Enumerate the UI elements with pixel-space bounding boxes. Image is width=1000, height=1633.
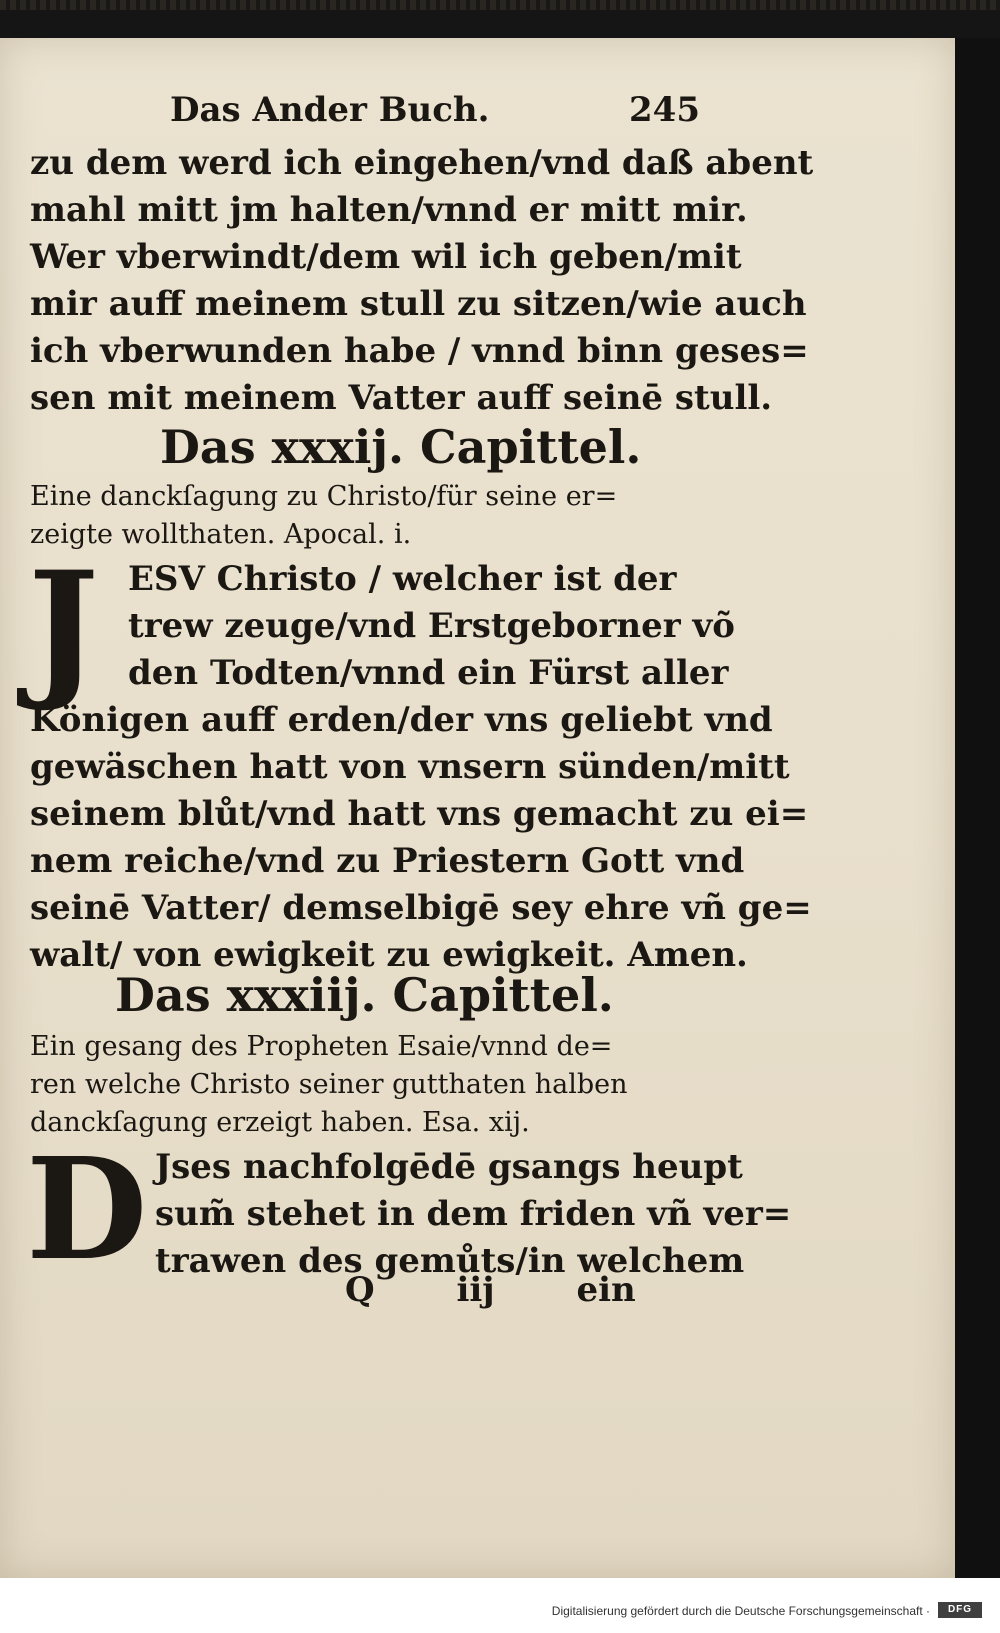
running-title: Das Ander Buch. [170,90,490,130]
text-block-3 [30,1144,792,1285]
text-line: trew zeuge/vnd Erstgeborner võ [128,606,735,646]
text-line: mahl mitt jm halten/vnnd er mitt mir. [30,190,748,230]
text-line: Jses nachfolgēdē gsangs heupt [155,1147,743,1187]
text-block-1 [30,140,814,422]
text-line: sum̃ stehet in dem friden vñ ver= [155,1194,792,1234]
dfg-logo: DFG [938,1602,982,1618]
chapter-heading-32: Das xxxij. Capittel. [160,420,642,474]
page-number: 245 [629,90,700,130]
text-line: sen mit meinem Vatter auff seinē stull. [30,378,773,418]
digitization-credit: Digitalisierung gefördert durch die Deutsche Forschungsgemeinschaft · [551,1604,930,1618]
text-block-2 [30,556,812,979]
text-line: walt/ von ewigkeit zu ewigkeit. Amen. [30,935,748,975]
summary-line: zeigte wollthaten. Apocal. i. [30,519,412,550]
summary-line: Ein gesang des Propheten Esaie/vnnd de= [30,1031,613,1062]
text-line: ich vberwunden habe / vnnd binn geses= [30,331,809,371]
text-line: den Todten/vnnd ein Fürst aller [128,653,729,693]
chapter-summary-32 [30,478,680,554]
text-line: nem reiche/vnd zu Priestern Gott vnd [30,841,745,881]
chapter-summary-33 [30,1028,680,1142]
page-edge [955,38,1000,1578]
top-border [0,0,1000,40]
signature-mark: Q [345,1270,375,1310]
chapter-heading-33: Das xxxiij. Capittel. [115,968,614,1022]
text-line: seinē Vatter/ demselbigē sey ehre vñ ge= [30,888,812,928]
text-line: gewäschen hatt von vnsern sünden/mitt [30,747,790,787]
decorated-initial-j: J [28,539,99,715]
text-line: Wer vberwindt/dem wil ich geben/mit [30,237,742,277]
summary-line: danckſagung erzeigt haben. Esa. xij. [30,1107,530,1138]
catchword: ein [576,1270,636,1310]
decorated-initial-d: D [26,1128,148,1292]
text-line: Königen auff erden/der vns geliebt vnd [30,700,773,740]
text-line: ESV Christo / welcher ist der [128,559,677,599]
text-line: mir auff meinem stull zu sitzen/wie auch [30,284,807,324]
text-line: trawen des gemůts/in welchem [155,1241,745,1281]
running-header [170,90,700,130]
text-line: seinem blůt/vnd hatt vns gemacht zu ei= [30,794,809,834]
signature-number: iij [456,1270,495,1310]
summary-line: ren welche Christo seiner gutthaten halben [30,1069,628,1100]
text-line: zu dem werd ich eingehen/vnd daß abent [30,143,814,183]
signature-line [345,1270,706,1310]
summary-line: Eine danckſagung zu Christo/für seine er= [30,481,618,512]
